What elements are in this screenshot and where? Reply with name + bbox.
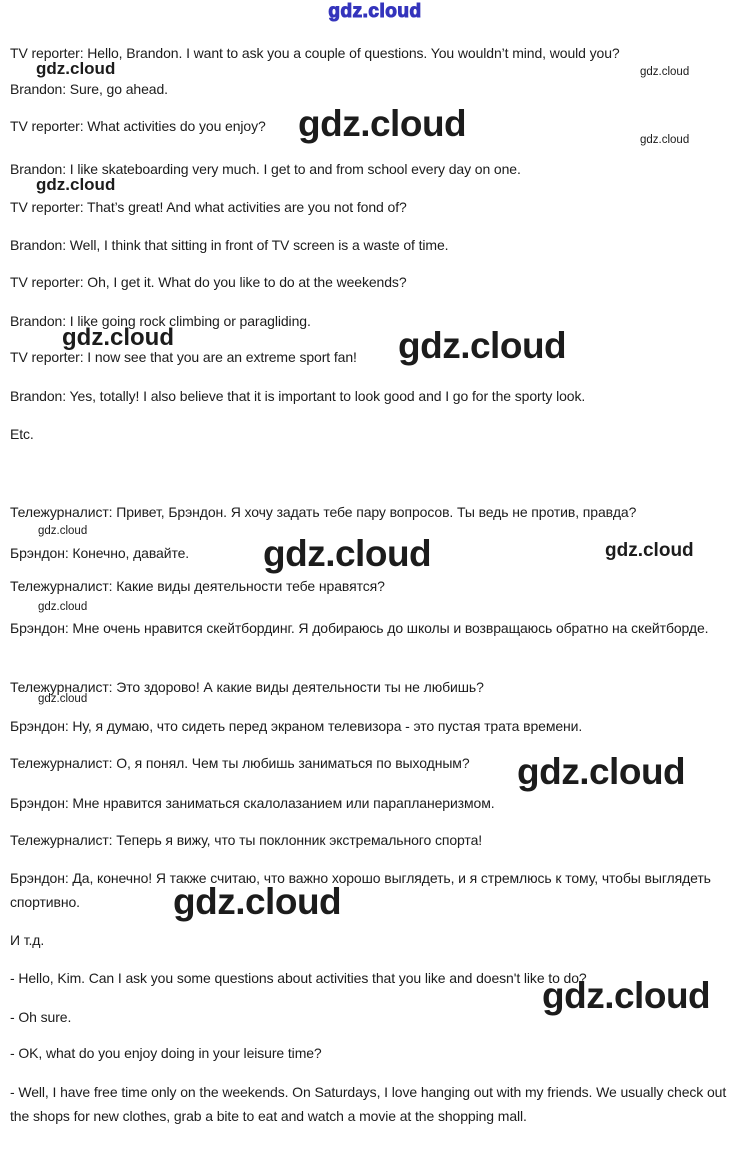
dialogue-line-en: TV reporter: Oh, I get it. What do you like to do at the weekends? [10,274,407,290]
gdz-cloud-watermark: gdz.cloud [38,693,88,705]
dialogue-line-ru: Тележурналист: О, я понял. Чем ты любишь заниматься по выходным? [10,755,470,771]
dialogue-line-ru: Тележурналист: Теперь я вижу, что ты поклонник экстремального спорта! [10,832,483,848]
gdz-cloud-watermark: gdz.cloud [517,751,686,792]
dialogue-line-ru: Брэндон: Ну, я думаю, что сидеть перед экраном телевизора - это пустая трата времени. [10,718,583,734]
dialogue-line-en: TV reporter: That’s great! And what activities are you not fond of? [10,199,407,215]
gdz-cloud-watermark: gdz.cloud [36,59,116,78]
gdz-cloud-watermark: gdz.cloud [398,325,567,366]
dialogue-line-ru: Тележурналист: Привет, Брэндон. Я хочу задать тебе пару вопросов. Ты ведь не против, правда? [10,504,637,520]
gdz-cloud-watermark: gdz.cloud [38,525,88,537]
dialogue-line-ru: Брэндон: Мне нравится заниматься скалолазанием или парапланеризмом. [10,795,495,811]
gdz-cloud-watermark: gdz.cloud [173,881,342,922]
dialogue-line-en: Brandon: Well, I think that sitting in front of TV screen is a waste of time. [10,237,449,253]
dialogue-line-en: TV reporter: What activities do you enjoy? [10,118,266,134]
gdz-cloud-watermark: gdz.cloud [36,175,116,194]
dialogue-line-en: Brandon: Yes, totally! I also believe that it is important to look good and I go for the sporty look. [10,388,586,404]
dialogue-line-kim: - Hello, Kim. Can I ask you some questions about activities that you like and doesn't like to do? [10,970,587,986]
gdz-cloud-watermark: gdz.cloud [263,533,432,574]
gdz-cloud-watermark: gdz.cloud [605,540,694,561]
dialogue-line-en: TV reporter: Hello, Brandon. I want to ask you a couple of questions. You wouldn’t mind, would you? [10,45,620,61]
dialogue-line-kim: - OK, what do you enjoy doing in your leisure time? [10,1045,322,1061]
dialogue-line-kim: - Oh sure. [10,1009,72,1025]
dialogue-line-ru: И т.д. [10,932,45,948]
gdz-cloud-watermark: gdz.cloud [640,66,690,78]
gdz-cloud-watermark: gdz.cloud [542,975,711,1016]
gdz-cloud-watermark: gdz.cloud [640,134,690,146]
dialogue-line-ru: Брэндон: Да, конечно! Я также считаю, что важно хорошо выглядеть, и я стремлюсь к тому, чтобы выглядеть спортивно. [10,870,711,910]
dialogue-line-en: TV reporter: I now see that you are an extreme sport fan! [10,349,357,365]
gdz-cloud-watermark: gdz.cloud [62,324,174,351]
dialogue-line-en: Brandon: Sure, go ahead. [10,81,168,97]
dialogue-line-ru: Тележурналист: Это здорово! А какие виды деятельности ты не любишь? [10,679,484,695]
dialogue-line-kim: - Well, I have free time only on the weekends. On Saturdays, I love hanging out with my friends. We usually check out the shops for new clothes, grab a bite to eat and watch a movie at the shopping mall. [10,1084,727,1124]
dialogue-line-en: Brandon: I like skateboarding very much. I get to and from school every day on one. [10,161,521,177]
gdz-cloud-watermark: gdz.cloud [38,601,88,613]
dialogue-line-en: Etc. [10,426,34,442]
gdz-cloud-watermark: gdz.cloud [298,103,467,144]
dialogue-line-ru: Брэндон: Конечно, давайте. [10,545,190,561]
gdz-cloud-watermark-blue: gdz.cloud [328,1,422,22]
dialogue-line-ru: Тележурналист: Какие виды деятельности тебе нравятся? [10,578,385,594]
dialogue-line-en: Brandon: I like going rock climbing or paragliding. [10,313,311,329]
dialogue-line-ru: Брэндон: Мне очень нравится скейтбординг. Я добираюсь до школы и возвращаюсь обратно на скейтборде. [10,620,709,636]
